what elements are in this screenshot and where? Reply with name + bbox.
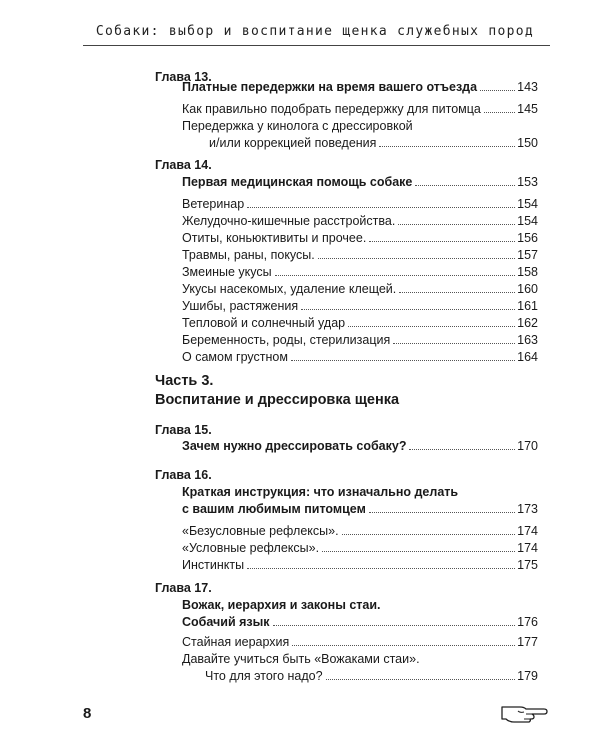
chapter-17-title-entry[interactable]	[182, 614, 538, 630]
chapter-17-title-line1: Вожак, иерархия и законы стаи.	[182, 598, 381, 612]
leader-dots	[480, 90, 515, 91]
chapter-title-line2: с вашим любимым питомцем	[182, 502, 366, 516]
leader-dots	[398, 224, 515, 225]
chapter-13-title-entry[interactable]	[182, 79, 538, 95]
chapter-title: Зачем нужно дрессировать собаку?	[182, 439, 407, 453]
page-ref: 174	[517, 541, 538, 555]
section-title: Инстинкты	[182, 558, 245, 572]
page-ref: 176	[517, 615, 538, 629]
toc-entry[interactable]	[182, 298, 538, 314]
section-title-line2: и/или коррекцией поведения	[209, 136, 377, 150]
leader-dots	[415, 185, 515, 186]
toc-entry[interactable]	[182, 281, 538, 297]
page-ref: 154	[517, 197, 538, 211]
page-ref: 158	[517, 265, 538, 279]
leader-dots	[301, 309, 515, 310]
leader-dots	[379, 146, 515, 147]
leader-dots	[326, 679, 516, 680]
running-head: Собаки: выбор и воспитание щенка служебных пород	[95, 24, 534, 39]
chapter-15-title-entry[interactable]	[182, 438, 538, 454]
section-title: Как правильно подобрать передержку для питомца	[182, 102, 481, 116]
leader-dots	[322, 551, 515, 552]
leader-dots	[247, 207, 515, 208]
leader-dots	[348, 326, 515, 327]
part-3-label: Часть 3.	[155, 373, 214, 389]
leader-dots	[393, 343, 515, 344]
pointing-hand-icon	[500, 698, 548, 724]
page-ref: 177	[517, 635, 538, 649]
toc-entry[interactable]	[182, 540, 538, 556]
section-title: Отиты, коньюктивиты и прочее.	[182, 231, 367, 245]
toc-entry[interactable]	[182, 247, 538, 263]
page-ref: 174	[517, 524, 538, 538]
chapter-17-label: Глава 17.	[155, 581, 212, 595]
chapter-15-label: Глава 15.	[155, 423, 212, 437]
toc-entry[interactable]	[182, 332, 538, 348]
section-title-line2: Что для этого надо?	[205, 669, 323, 683]
chapter-16-title-entry[interactable]	[182, 501, 538, 517]
section-title: О самом грустном	[182, 350, 288, 364]
leader-dots	[292, 645, 515, 646]
section-title-line1: Давайте учиться быть «Вожаками стаи».	[182, 652, 420, 666]
chapter-14-label: Глава 14.	[155, 158, 212, 172]
page-ref: 153	[517, 175, 538, 189]
page-ref: 162	[517, 316, 538, 330]
leader-dots	[409, 449, 515, 450]
toc-entry[interactable]	[205, 668, 538, 684]
page-ref: 154	[517, 214, 538, 228]
toc-entry[interactable]	[182, 213, 538, 229]
part-3-title: Воспитание и дрессировка щенка	[155, 392, 400, 408]
section-title: Тепловой и солнечный удар	[182, 316, 346, 330]
section-title: Ушибы, растяжения	[182, 299, 299, 313]
page-ref: 164	[517, 350, 538, 364]
page-ref: 145	[517, 102, 538, 116]
section-title: Травмы, раны, покусы.	[182, 248, 315, 262]
page-ref: 160	[517, 282, 538, 296]
chapter-16-title-line1: Краткая инструкция: что изначально делать	[182, 485, 459, 499]
leader-dots	[275, 275, 516, 276]
toc-entry[interactable]	[182, 523, 538, 539]
section-title: «Безусловные рефлексы».	[182, 524, 339, 538]
chapter-14-title-entry[interactable]	[182, 174, 538, 190]
leader-dots	[369, 241, 515, 242]
page-ref: 173	[517, 502, 538, 516]
section-title: Змеиные укусы	[182, 265, 272, 279]
chapter-title-line2: Собачий язык	[182, 615, 270, 629]
leader-dots	[318, 258, 515, 259]
page-ref: 143	[517, 80, 538, 94]
leader-dots	[399, 292, 515, 293]
toc-entry[interactable]	[182, 315, 538, 331]
chapter-title: Первая медицинская помощь собаке	[182, 175, 413, 189]
chapter-13-label: Глава 13.	[155, 70, 212, 84]
chapter-title: Платные передержки на время вашего отъезда	[182, 80, 478, 94]
page-ref: 150	[517, 136, 538, 150]
page-ref: 179	[517, 669, 538, 683]
page-number: 8	[83, 705, 92, 722]
section-title: «Условные рефлексы».	[182, 541, 320, 555]
leader-dots	[484, 112, 515, 113]
section-title-line1: Передержка у кинолога с дрессировкой	[182, 119, 413, 133]
section-title: Укусы насекомых, удаление клещей.	[182, 282, 397, 296]
leader-dots	[369, 512, 515, 513]
leader-dots	[291, 360, 515, 361]
toc-entry[interactable]	[209, 135, 538, 151]
section-title: Желудочно-кишечные расстройства.	[182, 214, 396, 228]
chapter-16-label: Глава 16.	[155, 468, 212, 482]
section-title: Стайная иерархия	[182, 635, 290, 649]
toc-entry[interactable]	[182, 349, 538, 365]
leader-dots	[247, 568, 515, 569]
section-title: Ветеринар	[182, 197, 245, 211]
toc-entry[interactable]	[182, 101, 538, 117]
page-ref: 175	[517, 558, 538, 572]
toc-entry[interactable]	[182, 196, 538, 212]
toc-entry[interactable]	[182, 264, 538, 280]
toc-entry[interactable]	[182, 230, 538, 246]
leader-dots	[273, 625, 516, 626]
page-ref: 163	[517, 333, 538, 347]
page-ref: 156	[517, 231, 538, 245]
section-title: Беременность, роды, стерилизация	[182, 333, 391, 347]
leader-dots	[342, 534, 516, 535]
toc-entry[interactable]	[182, 634, 538, 650]
page-ref: 161	[517, 299, 538, 313]
toc-entry[interactable]	[182, 557, 538, 573]
page-ref: 170	[517, 439, 538, 453]
page-ref: 157	[517, 248, 538, 262]
